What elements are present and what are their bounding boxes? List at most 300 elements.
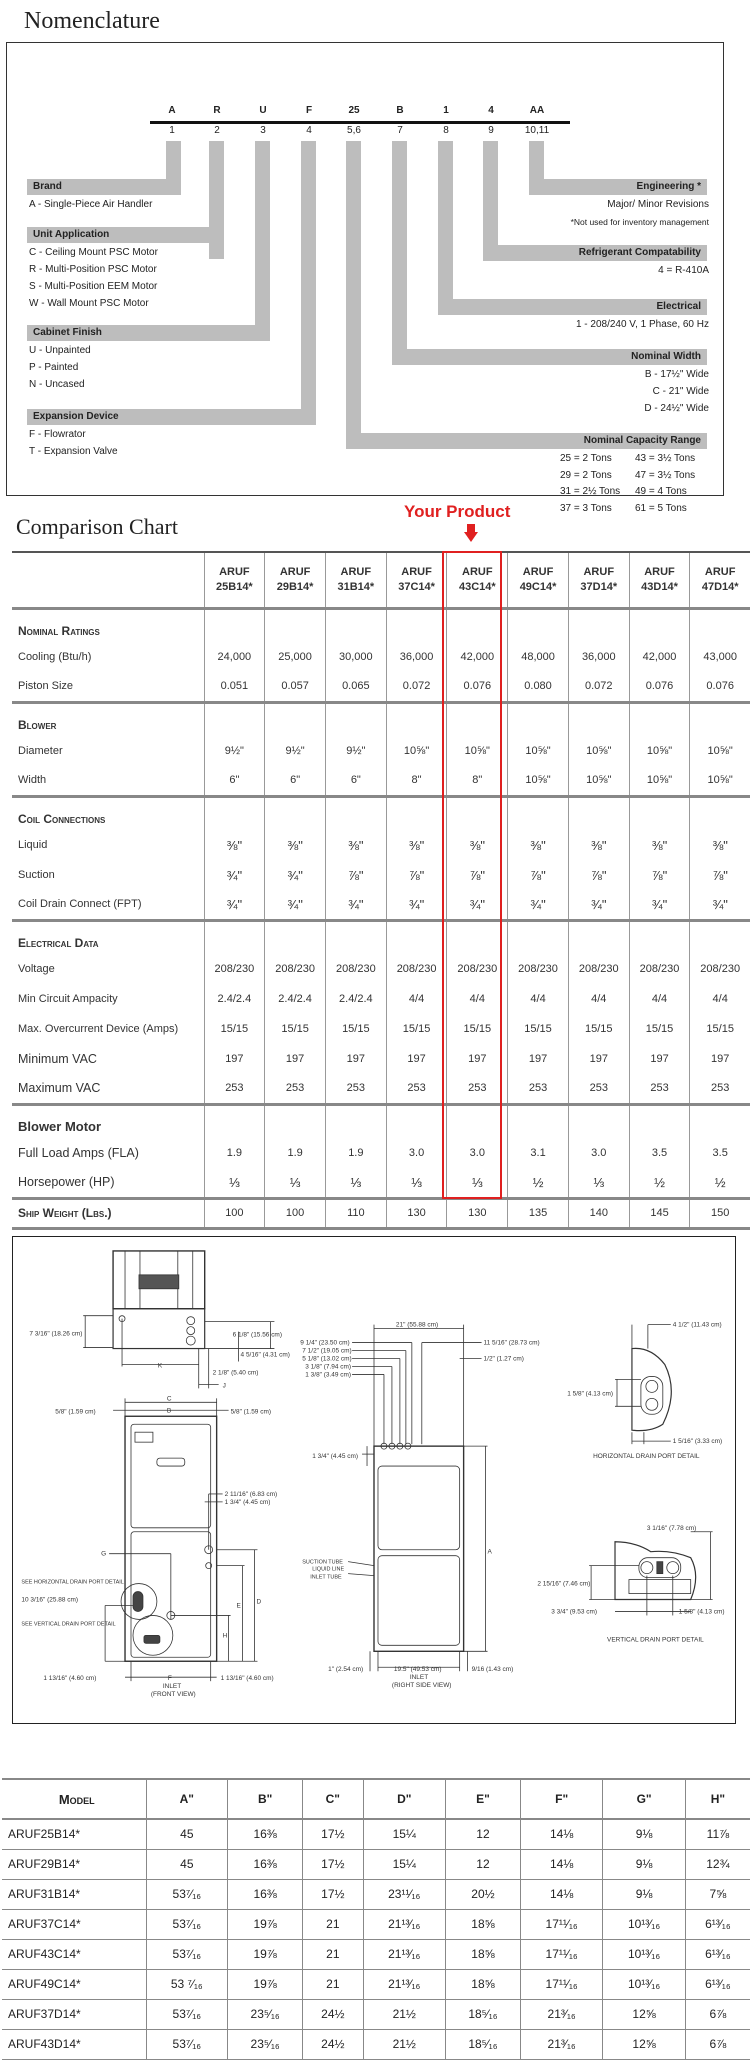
spec-row-suction	[12, 860, 750, 890]
group-row	[12, 608, 750, 642]
dimension-value: 21¹³⁄₁₆	[363, 1939, 445, 1969]
dim-label: INLET	[409, 1674, 429, 1682]
spec-value: 208/230	[508, 954, 569, 984]
side-view-cabinet	[374, 1446, 464, 1651]
empty-cell	[204, 796, 265, 830]
dim-label: 1 3/8" (3.49 cm)	[305, 1371, 352, 1379]
dim-label: D	[256, 1598, 262, 1606]
dim-label: 5 1/8" (13.02 cm)	[302, 1355, 352, 1363]
code-rule	[150, 121, 570, 124]
spec-value: ¾"	[204, 860, 265, 890]
dim-label: SEE HORIZONTAL DRAIN PORT DETAIL	[21, 1579, 124, 1586]
spec-value: 0.051	[204, 672, 265, 702]
dimension-value: 14⅛	[520, 1849, 602, 1879]
dimension-row	[2, 1999, 750, 2029]
spec-value: 10⅝"	[568, 736, 629, 766]
dimension-value: 45	[146, 1819, 228, 1849]
view-caption: VERTICAL DRAIN PORT DETAIL	[607, 1636, 704, 1644]
dimension-value: 18⁵⁄₁₆	[445, 1999, 520, 2029]
dimension-header: B"	[228, 1779, 303, 1819]
spec-value: ⅜"	[508, 830, 569, 860]
spec-value: ⅜"	[690, 830, 750, 860]
dimension-value: 53 ⁷⁄₁₆	[146, 1969, 228, 1999]
dimension-value: 17¹¹⁄₁₆	[520, 1969, 602, 1999]
spec-value: ⅞"	[508, 860, 569, 890]
spec-value: 25,000	[265, 642, 326, 672]
dimension-value: 10¹³⁄₁₆	[603, 1969, 685, 1999]
spec-value: 10⅝"	[386, 736, 447, 766]
dim-label: 1 5/16" (3.33 cm)	[672, 1438, 723, 1446]
spec-value: ⅓	[447, 1168, 508, 1198]
spec-value: 3.5	[690, 1138, 750, 1168]
dimension-value: 53⁷⁄₁₆	[146, 1909, 228, 1939]
spec-label: Full Load Amps (FLA)	[18, 1146, 139, 1160]
dimension-value: 24½	[303, 1999, 363, 2029]
dim-label: 9 1/4" (23.50 cm)	[300, 1339, 350, 1347]
spec-value: 9½"	[265, 736, 326, 766]
empty-cell	[386, 608, 447, 642]
nominal-width-item: C - 21" Wide	[652, 386, 709, 397]
dimension-row	[2, 1819, 750, 1849]
spec-value: 3.0	[386, 1138, 447, 1168]
empty-cell	[386, 702, 447, 736]
ship-weight-row	[12, 1198, 750, 1228]
dimension-value: 6¹³⁄₁₆	[685, 1909, 750, 1939]
code-position: 3	[260, 125, 266, 136]
spec-value: ¾"	[386, 890, 447, 920]
model-line1: ARUF	[279, 565, 311, 578]
spec-value: 197	[508, 1044, 569, 1074]
spec-value: 36,000	[386, 642, 447, 672]
dimension-value: 20½	[445, 1879, 520, 1909]
empty-cell	[629, 1104, 690, 1138]
dim-label: 2 15/16" (7.46 cm)	[537, 1580, 591, 1588]
dimension-value: 18⅝	[445, 1969, 520, 1999]
spec-row-maxvac	[12, 1074, 750, 1104]
spec-value: ¾"	[265, 890, 326, 920]
spec-value: 208/230	[325, 954, 386, 984]
dim-label: 21" (55.88 cm)	[395, 1321, 439, 1329]
dim-label: 1 3/4" (4.45 cm)	[224, 1498, 271, 1506]
dimension-value: 21	[303, 1909, 363, 1939]
ship-weight-value: 100	[265, 1198, 326, 1228]
spec-value: ½	[629, 1168, 690, 1198]
spec-value: 48,000	[508, 642, 569, 672]
code-position: 10,11	[524, 125, 550, 136]
refrigerant-item: 4 = R-410A	[658, 265, 709, 276]
spec-row-drain	[12, 890, 750, 920]
dim-label: 2 11/16" (6.83 cm)	[224, 1490, 278, 1498]
spec-value: 253	[690, 1074, 750, 1104]
empty-cell	[325, 796, 386, 830]
dimension-header: F"	[520, 1779, 602, 1819]
group-heading: Blower Motor	[18, 1119, 102, 1134]
capacity-item: 31 = 2½ Tons	[560, 486, 621, 497]
dimension-value: 21³⁄₁₆	[520, 1999, 602, 2029]
empty-cell	[508, 702, 569, 736]
code-letter: R	[213, 105, 221, 116]
dim-label: 10 3/16" (25.88 cm)	[21, 1596, 79, 1604]
spec-value: 197	[568, 1044, 629, 1074]
dim-label: 9/16 (1.43 cm)	[471, 1666, 514, 1674]
ship-weight-value: 145	[629, 1198, 690, 1228]
spec-value: 0.065	[325, 672, 386, 702]
dimension-row	[2, 1879, 750, 1909]
spec-label: Diameter	[18, 745, 63, 757]
spec-value: 15/15	[568, 1014, 629, 1044]
spec-label: Piston Size	[12, 672, 204, 702]
top-view-base	[113, 1309, 205, 1349]
dimension-header: A"	[146, 1779, 228, 1819]
model-line2: 31B14*	[337, 580, 375, 593]
empty-cell	[265, 796, 326, 830]
unit-application-item: S - Multi-Position EEM Motor	[29, 281, 158, 292]
model-line1: ARUF	[462, 565, 493, 578]
model-header	[690, 552, 750, 608]
spec-value: 43,000	[690, 642, 750, 672]
group-heading: Nominal Ratings	[18, 624, 100, 638]
empty-cell	[447, 796, 508, 830]
empty-cell	[204, 608, 265, 642]
dim-label: 7 3/16" (18.26 cm)	[29, 1330, 83, 1338]
model-header	[325, 552, 386, 608]
dimension-value: 17¹¹⁄₁₆	[520, 1939, 602, 1969]
spec-value: ⅓	[204, 1168, 265, 1198]
spec-value: 6"	[204, 766, 265, 796]
model-name: ARUF43C14*	[2, 1939, 146, 1969]
model-line1: ARUF	[219, 565, 250, 578]
code-letter: A	[168, 105, 176, 116]
nomenclature-title: Nomenclature	[24, 8, 160, 34]
model-header	[204, 552, 265, 608]
dimension-value: 17¹¹⁄₁₆	[520, 1909, 602, 1939]
spec-value: 253	[325, 1074, 386, 1104]
empty-cell	[325, 608, 386, 642]
spec-value: 4/4	[447, 984, 508, 1014]
spec-value: ⅓	[265, 1168, 326, 1198]
dimension-value: 6¹³⁄₁₆	[685, 1969, 750, 1999]
empty-cell	[386, 1104, 447, 1138]
spec-value: ¾"	[447, 890, 508, 920]
empty-cell	[386, 920, 447, 954]
dimension-value: 12	[445, 1819, 520, 1849]
dimension-value: 11⅞	[685, 1819, 750, 1849]
dim-label: 1/2" (1.27 cm)	[483, 1355, 524, 1363]
code-position: 5,6	[347, 125, 361, 136]
dimension-value: 16⅜	[228, 1819, 303, 1849]
empty-cell	[386, 796, 447, 830]
spec-value: ⅜"	[629, 830, 690, 860]
spec-label: Coil Drain Connect (FPT)	[12, 890, 204, 920]
dimension-drawing-svg	[13, 1237, 735, 1723]
expansion-device-item: F - Flowrator	[29, 429, 86, 440]
spec-value: 197	[386, 1044, 447, 1074]
model-line1: ARUF	[704, 565, 736, 578]
electrical-item: 1 - 208/240 V, 1 Phase, 60 Hz	[575, 319, 709, 330]
unit-application-item: C - Ceiling Mount PSC Motor	[29, 247, 158, 258]
empty-cell	[508, 608, 569, 642]
spec-label: Horsepower (HP)	[12, 1168, 204, 1198]
spec-row-voltage	[12, 954, 750, 984]
code-position: 9	[488, 125, 494, 136]
dimension-drawing	[12, 1236, 736, 1724]
spec-value: 253	[386, 1074, 447, 1104]
spec-value: ½	[690, 1168, 750, 1198]
empty-cell	[629, 702, 690, 736]
model-header	[568, 552, 629, 608]
spec-value: ⅞"	[447, 860, 508, 890]
code-letter: U	[259, 105, 267, 116]
dim-label: 2 1/8" (5.40 cm)	[212, 1369, 259, 1377]
empty-cell	[447, 920, 508, 954]
dimension-value: 18⁵⁄₁₆	[445, 2029, 520, 2059]
unit-application-item: W - Wall Mount PSC Motor	[29, 298, 149, 309]
spec-value: 197	[265, 1044, 326, 1074]
model-line2: 25B14*	[216, 580, 253, 593]
dim-label: C	[166, 1395, 172, 1403]
spec-value: ¾"	[508, 890, 569, 920]
dimension-value: 12⅝	[603, 1999, 685, 2029]
dimension-value: 14⅛	[520, 1819, 602, 1849]
dimension-value: 10¹³⁄₁₆	[603, 1909, 685, 1939]
spec-label: Voltage	[18, 963, 55, 975]
spec-row-cooling	[12, 642, 750, 672]
spec-value: ⅞"	[690, 860, 750, 890]
capacity-item: 29 = 2 Tons	[560, 470, 612, 481]
dimensions-table	[2, 1778, 750, 2060]
code-position: 2	[214, 125, 220, 136]
model-header	[629, 552, 690, 608]
dimension-value: 15¼	[363, 1849, 445, 1879]
engineering-note: *Not used for inventory management	[570, 217, 709, 227]
ship-weight-value: 110	[325, 1198, 386, 1228]
dimension-value: 18⅝	[445, 1909, 520, 1939]
cabinet-finish-item: N - Uncased	[29, 379, 85, 390]
empty-cell	[690, 920, 750, 954]
empty-cell	[568, 796, 629, 830]
spec-value: 208/230	[447, 954, 508, 984]
spec-value: ¾"	[204, 890, 265, 920]
spec-value: 253	[568, 1074, 629, 1104]
brand-heading: Brand	[27, 179, 181, 195]
spec-value: 253	[508, 1074, 569, 1104]
model-line1: ARUF	[401, 565, 432, 578]
dimension-value: 14⅛	[520, 1879, 602, 1909]
spec-label: Width	[12, 766, 204, 796]
horizontal-drain-housing	[632, 1348, 671, 1430]
dimension-value: 9⅛	[603, 1819, 685, 1849]
dim-label: A	[487, 1548, 492, 1556]
dimension-value: 21³⁄₁₆	[520, 2029, 602, 2059]
dimension-value: 19⅞	[228, 1939, 303, 1969]
dim-label: K	[157, 1362, 163, 1370]
dim-label: SEE VERTICAL DRAIN PORT DETAIL	[21, 1621, 116, 1628]
spec-value: 1.9	[325, 1138, 386, 1168]
spec-value: 208/230	[386, 954, 447, 984]
code-letter: F	[305, 105, 313, 116]
spec-value: 10⅝"	[629, 766, 690, 796]
spec-label: Max. Overcurrent Device (Amps)	[18, 1023, 179, 1035]
empty-cell	[325, 1104, 386, 1138]
nominal-width-item: B - 17½" Wide	[644, 369, 709, 380]
empty-cell	[508, 1104, 569, 1138]
dim-label: 1" (2.54 cm)	[328, 1666, 364, 1674]
dimension-value: 7⅝	[685, 1879, 750, 1909]
spec-value: 9½"	[204, 736, 265, 766]
dimension-value: 18⅝	[445, 1939, 520, 1969]
spec-value: ¾"	[325, 890, 386, 920]
dimension-value: 24½	[303, 2029, 363, 2059]
empty-cell	[204, 702, 265, 736]
dim-label: LIQUID LINE	[312, 1566, 345, 1573]
model-line1: ARUF	[644, 565, 675, 578]
empty-cell	[568, 608, 629, 642]
spec-value: 15/15	[204, 1014, 265, 1044]
spec-value: ⅓	[325, 1168, 386, 1198]
dimension-value: 9⅛	[603, 1879, 685, 1909]
cabinet-finish-item: U - Unpainted	[29, 345, 91, 356]
empty-cell	[629, 796, 690, 830]
empty-cell	[568, 920, 629, 954]
group-heading: Electrical Data	[18, 936, 99, 950]
dim-label: J	[222, 1382, 226, 1390]
spec-value: 15/15	[447, 1014, 508, 1044]
spec-value: 15/15	[690, 1014, 750, 1044]
dim-label: 4 1/2" (11.43 cm)	[672, 1321, 722, 1329]
dimension-value: 21¹³⁄₁₆	[363, 1909, 445, 1939]
spec-value: 4/4	[629, 984, 690, 1014]
dim-label: INLET TUBE	[310, 1574, 342, 1581]
spec-value: 197	[325, 1044, 386, 1074]
dim-label: F	[167, 1675, 172, 1683]
model-name: ARUF37C14*	[2, 1909, 146, 1939]
down-arrow-icon	[464, 524, 478, 542]
spec-label: Cooling (Btu/h)	[18, 651, 92, 663]
dim-label: E	[236, 1602, 241, 1610]
spec-value: 4/4	[568, 984, 629, 1014]
model-name: ARUF43D14*	[2, 2029, 146, 2059]
spec-value: 208/230	[629, 954, 690, 984]
ship-weight-value: 130	[447, 1198, 508, 1228]
spec-label: Minimum VAC	[18, 1052, 97, 1066]
spec-value: 0.072	[568, 672, 629, 702]
ship-weight-label: Ship Weight (Lbs.)	[12, 1198, 204, 1228]
spec-value: 197	[690, 1044, 750, 1074]
group-heading: Coil Connections	[18, 812, 106, 826]
empty-cell	[325, 702, 386, 736]
dim-label: 5/8" (1.59 cm)	[230, 1408, 271, 1416]
empty-cell	[265, 920, 326, 954]
model-name: ARUF31B14*	[2, 1879, 146, 1909]
expansion-device-heading: Expansion Device	[27, 409, 316, 425]
empty-cell	[629, 920, 690, 954]
spec-value: 253	[204, 1074, 265, 1104]
dimension-value: 23⁵⁄₁₆	[228, 2029, 303, 2059]
code-position: 7	[397, 125, 403, 136]
dim-label: 1 5/8" (4.13 cm)	[678, 1608, 725, 1616]
dim-label: 4 5/16" (4.31 cm)	[240, 1351, 290, 1359]
dimension-header: D"	[363, 1779, 445, 1819]
spec-value: 10⅝"	[447, 736, 508, 766]
empty-cell	[568, 702, 629, 736]
spec-row-width	[12, 766, 750, 796]
empty-cell	[265, 1104, 326, 1138]
nominal-width-heading: Nominal Width	[392, 349, 707, 365]
spec-value: 0.076	[629, 672, 690, 702]
dim-label: B	[166, 1407, 172, 1415]
ship-weight-value: 135	[508, 1198, 569, 1228]
dimension-value: 21¹³⁄₁₆	[363, 1969, 445, 1999]
spec-value: 8"	[447, 766, 508, 796]
dim-label: INLET	[162, 1683, 182, 1691]
empty-cell	[629, 608, 690, 642]
model-line2: 37D14*	[580, 580, 618, 593]
ship-weight-value: 150	[690, 1198, 750, 1228]
spec-value: ⅞"	[568, 860, 629, 890]
front-view-cabinet	[125, 1416, 217, 1661]
spec-value: 3.0	[447, 1138, 508, 1168]
dim-label: 3 1/8" (7.94 cm)	[305, 1363, 352, 1371]
spec-value: 3.5	[629, 1138, 690, 1168]
dimension-header: G"	[603, 1779, 685, 1819]
empty-cell	[690, 796, 750, 830]
model-line2: 43D14*	[641, 580, 678, 593]
dimension-value: 6⅞	[685, 1999, 750, 2029]
dimension-value: 53⁷⁄₁₆	[146, 1939, 228, 1969]
empty-cell	[508, 920, 569, 954]
capacity-item: 47 = 3½ Tons	[635, 470, 696, 481]
dimension-header: Model	[2, 1779, 146, 1819]
code-letter: 25	[348, 105, 360, 116]
spec-value: 42,000	[447, 642, 508, 672]
spec-label: Min Circuit Ampacity	[18, 993, 118, 1005]
unit-application-item: R - Multi-Position PSC Motor	[29, 264, 157, 275]
dimension-value: 9⅛	[603, 1849, 685, 1879]
spec-value: 10⅝"	[508, 766, 569, 796]
spec-value: 10⅝"	[568, 766, 629, 796]
dim-label: 3 1/16" (7.78 cm)	[646, 1524, 697, 1532]
capacity-item: 61 = 5 Tons	[635, 503, 687, 514]
group-row	[12, 1104, 750, 1138]
empty-cell	[447, 608, 508, 642]
spec-value: 3.1	[508, 1138, 569, 1168]
engineering-item: Major/ Minor Revisions	[607, 199, 709, 210]
spec-value: ⅜"	[325, 830, 386, 860]
dimension-value: 53⁷⁄₁₆	[146, 1879, 228, 1909]
dimension-header: H"	[685, 1779, 750, 1819]
dimension-value: 19⅞	[228, 1969, 303, 1999]
dim-label: 7 1/2" (19.05 cm)	[302, 1347, 352, 1355]
spec-value: 36,000	[568, 642, 629, 672]
spec-value: 10⅝"	[690, 736, 750, 766]
spec-value: 253	[629, 1074, 690, 1104]
spec-value: ⅜"	[386, 830, 447, 860]
dimension-value: 21	[303, 1939, 363, 1969]
spec-value: 24,000	[204, 642, 265, 672]
ship-weight-value: 130	[386, 1198, 447, 1228]
model-header	[447, 552, 508, 608]
capacity-item: 37 = 3 Tons	[560, 503, 612, 514]
model-header	[508, 552, 569, 608]
dimension-row	[2, 2029, 750, 2059]
code-letter: 4	[488, 105, 494, 116]
spec-value: 253	[447, 1074, 508, 1104]
dimension-value: 17½	[303, 1849, 363, 1879]
empty-cell	[690, 608, 750, 642]
spec-row-mocp	[12, 1014, 750, 1044]
vertical-drain-housing	[615, 1542, 696, 1600]
dim-label: 5/8" (1.59 cm)	[55, 1408, 96, 1416]
